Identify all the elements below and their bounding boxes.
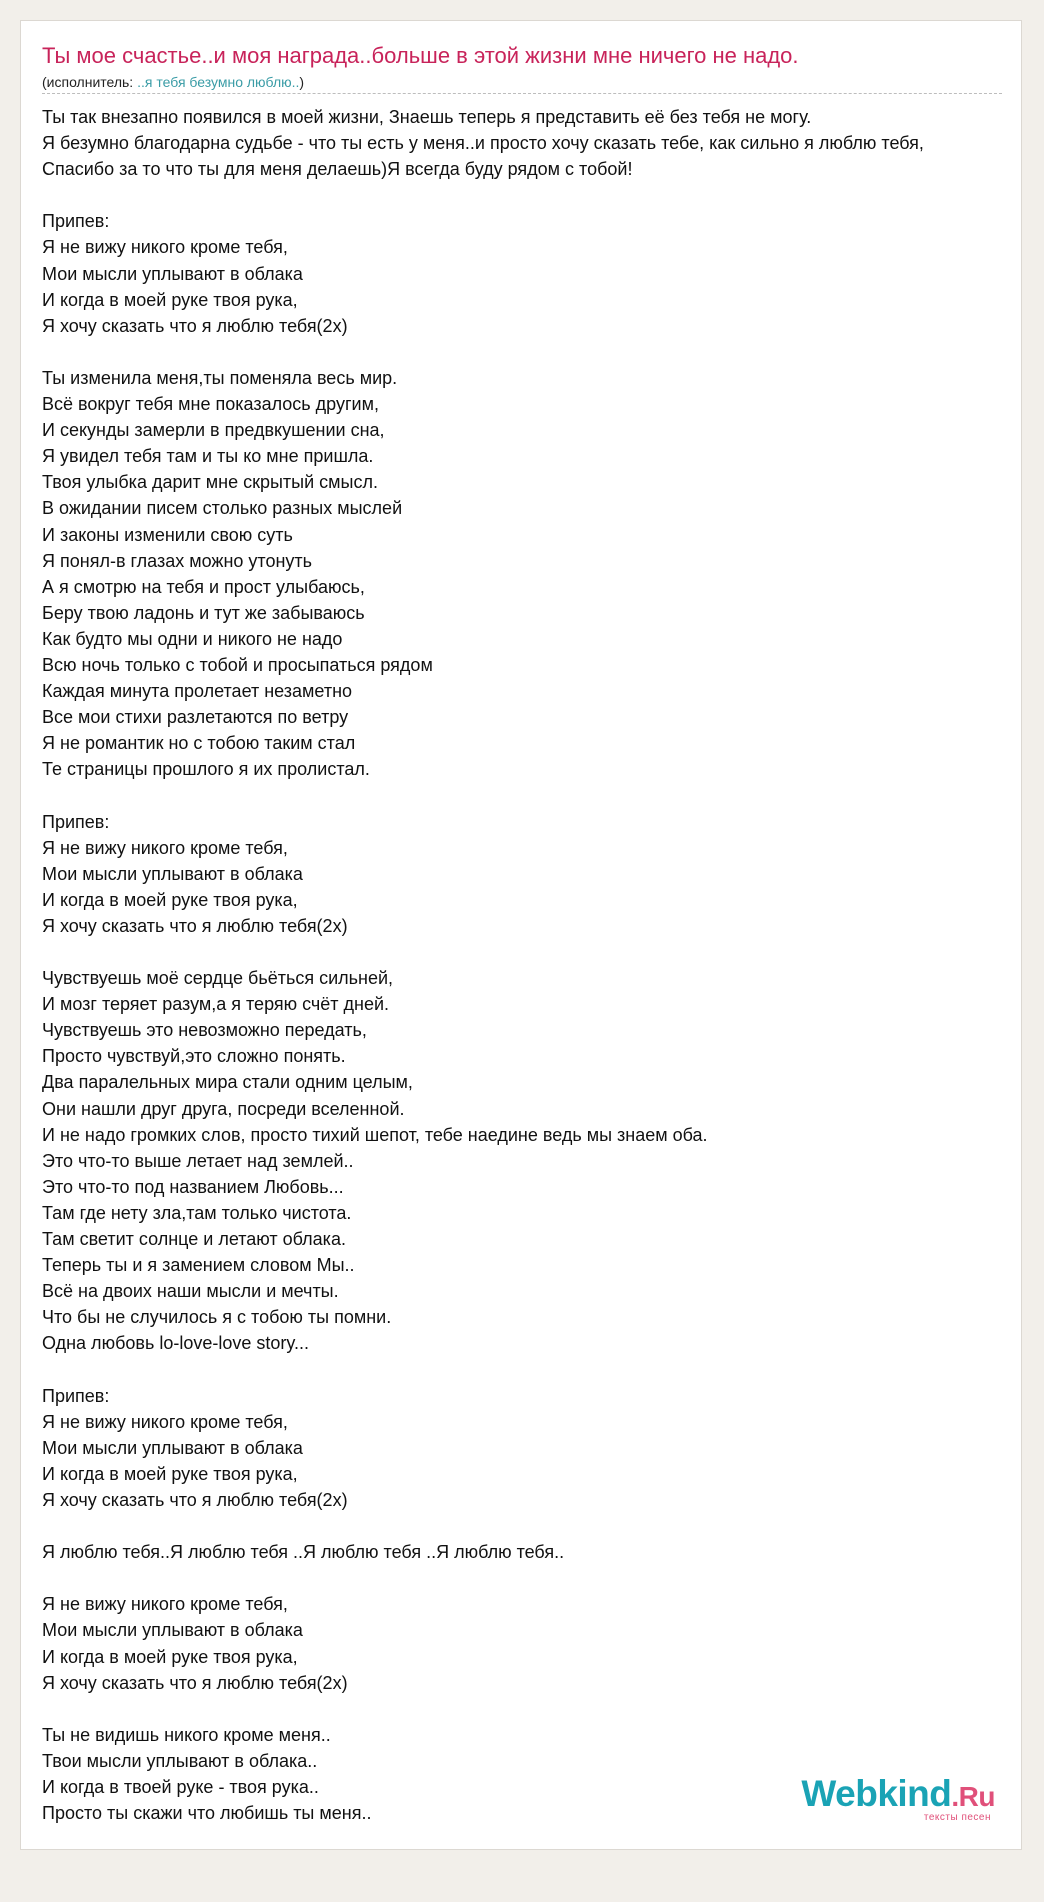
lyrics-line: Просто ты скажи что любишь ты меня.. — [42, 1803, 372, 1824]
lyrics-line: Там где нету зла,там только чистота. — [42, 1202, 352, 1223]
lyrics-blank-line — [42, 1565, 1021, 1591]
artist-link[interactable]: ..я тебя безумно люблю.. — [137, 74, 300, 90]
artist-suffix: ) — [299, 74, 305, 90]
artist-prefix: (исполнитель: — [42, 74, 138, 90]
lyrics-line: Они нашли друг друга, посреди вселенной. — [42, 1098, 405, 1119]
lyrics-line: И когда в моей руке твоя рука, — [42, 289, 298, 310]
lyrics-line: Я хочу сказать что я люблю тебя(2х) — [42, 1489, 348, 1510]
lyrics-line: Всё вокруг тебя мне показалось другим, — [42, 394, 379, 415]
lyrics-blank-line — [42, 1513, 1021, 1539]
lyrics-line: Мои мысли уплывают в облака — [42, 1620, 303, 1641]
lyrics-card — [20, 20, 1022, 1850]
lyrics-line: Припев: — [42, 1385, 110, 1406]
lyrics-line: Твоя улыбка дарит мне скрытый смысл. — [42, 472, 378, 493]
lyrics-blank-line — [42, 1357, 1021, 1383]
logo-tagline: тексты песен — [923, 1812, 991, 1823]
lyrics-line: Я люблю тебя..Я люблю тебя ..Я люблю тебя ..Я люблю тебя.. — [42, 1542, 565, 1563]
webkind-logo[interactable] — [801, 1775, 995, 1823]
lyrics-line: Все мои стихи разлетаются по ветру — [42, 707, 349, 728]
lyrics-line: Два паралельных мира стали одним целым, — [42, 1072, 413, 1093]
lyrics-line: Я безумно благодарна судьбе - что ты есть у меня..и просто хочу сказать тебе, как сильно я люблю тебя, — [42, 133, 924, 154]
lyrics-line: И законы изменили свою суть — [42, 524, 293, 545]
lyrics-blank-line — [42, 182, 1021, 208]
lyrics-line: Я не вижу никого кроме тебя, — [42, 1411, 288, 1432]
lyrics-line: Мои мысли уплывают в облака — [42, 1437, 303, 1458]
lyrics-line: Припев: — [42, 811, 110, 832]
lyrics-line: Каждая минута пролетает незаметно — [42, 681, 353, 702]
lyrics-line: Всю ночь только с тобой и просыпаться рядом — [42, 654, 433, 675]
lyrics-blank-line — [42, 339, 1021, 365]
lyrics-line: Всё на двоих наши мысли и мечты. — [42, 1281, 339, 1302]
lyrics-line: Я не вижу никого кроме тебя, — [42, 237, 288, 258]
lyrics-line: Мои мысли уплывают в облака — [42, 863, 303, 884]
lyrics-line: И когда в моей руке твоя рука, — [42, 1646, 298, 1667]
lyrics-blank-line — [42, 782, 1021, 808]
lyrics-line: Твои мысли уплывают в облака.. — [42, 1750, 318, 1771]
lyrics-line: Это что-то под названием Любовь... — [42, 1176, 344, 1197]
lyrics-line: Я не вижу никого кроме тебя, — [42, 837, 288, 858]
lyrics-line: Там светит солнце и летают облака. — [42, 1229, 346, 1250]
lyrics-line: И не надо громких слов, просто тихий шепот, тебе наедине ведь мы знаем оба. — [42, 1124, 708, 1145]
lyrics-line: Ты изменила меня,ты поменяла весь мир. — [42, 367, 398, 388]
lyrics-line: Я хочу сказать что я люблю тебя(2х) — [42, 1672, 348, 1693]
lyrics-line: Ты не видишь никого кроме меня.. — [42, 1724, 331, 1745]
artist-line — [42, 74, 304, 90]
lyrics-line: Я увидел тебя там и ты ко мне пришла. — [42, 446, 374, 467]
lyrics-line: Чувствуешь моё сердце бьёться сильней, — [42, 968, 394, 989]
lyrics-line: Спасибо за то что ты для меня делаешь)Я всегда буду рядом с тобой! — [42, 159, 633, 180]
lyrics-line: И когда в твоей руке - твоя рука.. — [42, 1777, 319, 1797]
lyrics-line: Я хочу сказать что я люблю тебя(2х) — [42, 915, 348, 936]
lyrics-line: Чувствуешь это невозможно передать, — [42, 1020, 367, 1041]
logo-main-text: Webkind — [801, 1773, 952, 1814]
logo-wordmark — [801, 1775, 995, 1816]
lyrics-line: Мои мысли уплывают в облака — [42, 263, 303, 284]
lyrics-line: Одна любовь lo-love-love story... — [42, 1333, 310, 1354]
lyrics-blank-line — [42, 939, 1021, 965]
lyrics-line: Я хочу сказать что я люблю тебя(2х) — [42, 315, 348, 336]
lyrics-line: Я не романтик но с тобою таким стал — [42, 733, 356, 754]
lyrics-line: Я не вижу никого кроме тебя, — [42, 1594, 288, 1615]
lyrics-line: И мозг теряет разум,а я теряю счёт дней. — [42, 994, 390, 1015]
lyrics-line: Это что-то выше летает над землей.. — [42, 1150, 354, 1171]
header-divider — [42, 93, 1002, 94]
lyrics-line: Как будто мы одни и никого не надо — [42, 628, 343, 649]
lyrics-line: И когда в моей руке твоя рука, — [42, 1463, 298, 1484]
lyrics-line: Те страницы прошлого я их пролистал. — [42, 759, 370, 780]
lyrics-line: Просто чувствуй,это сложно понять. — [42, 1046, 346, 1067]
logo-ru-text: .Ru — [951, 1781, 995, 1812]
lyrics-blank-line — [42, 1696, 1021, 1722]
lyrics-line: Ты так внезапно появился в моей жизни, Знаешь теперь я представить её без тебя не могу. — [42, 107, 812, 127]
song-title: Ты мое счастье..и моя награда..больше в этой жизни мне ничего не надо. — [42, 43, 799, 68]
lyrics-line: И когда в моей руке твоя рука, — [42, 889, 298, 910]
lyrics-line: А я смотрю на тебя и прост улыбаюсь, — [42, 576, 365, 597]
lyrics-line: Что бы не случилось я с тобою ты помни. — [42, 1307, 392, 1328]
lyrics-line: И секунды замерли в предвкушении сна, — [42, 420, 385, 441]
lyrics-line: В ожидании писем столько разных мыслей — [42, 498, 403, 519]
lyrics-line: Припев: — [42, 211, 110, 232]
lyrics-line: Беру твою ладонь и тут же забываюсь — [42, 602, 365, 623]
lyrics-line: Я понял-в глазах можно утонуть — [42, 550, 313, 571]
lyrics-text — [42, 104, 1021, 1826]
lyrics-line: Теперь ты и я замением словом Мы.. — [42, 1255, 355, 1276]
